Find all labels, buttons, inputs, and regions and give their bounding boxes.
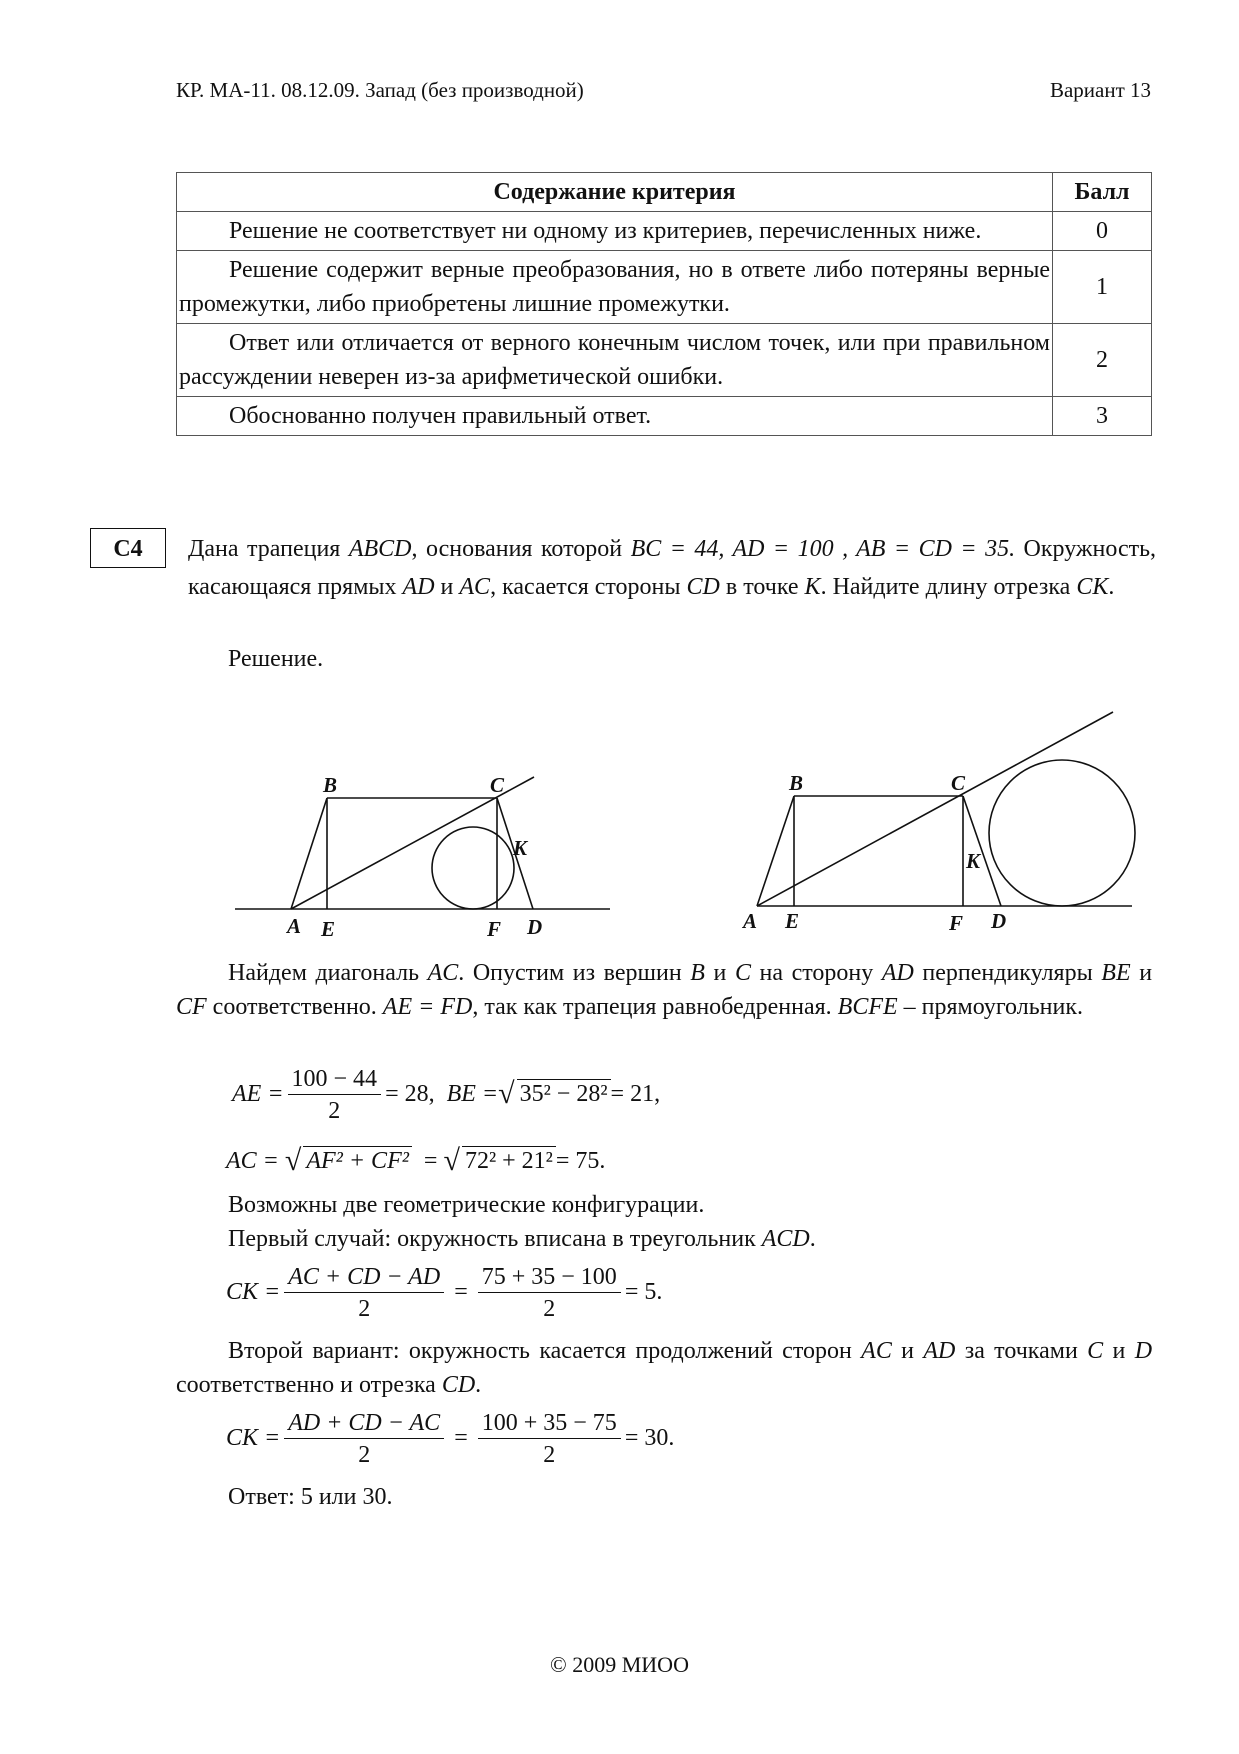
figure-case-2 xyxy=(735,700,1155,950)
label-f: F xyxy=(949,911,964,935)
table-row xyxy=(177,324,1152,397)
criteria-content-header: Содержание критерия xyxy=(177,173,1053,212)
solution-paragraph-1 xyxy=(176,956,1152,1024)
problem-text: в точке xyxy=(719,574,805,600)
incircle xyxy=(432,827,514,909)
math: AC xyxy=(861,1338,892,1364)
label-c: C xyxy=(951,771,966,795)
problem-math: K xyxy=(804,574,821,600)
problem-math: AD xyxy=(402,574,435,600)
text: за точками xyxy=(955,1338,1088,1364)
math: AC = xyxy=(226,1148,279,1174)
text: перпендикуляры xyxy=(913,960,1102,986)
solution-paragraph-3 xyxy=(176,1222,1152,1256)
excircle xyxy=(989,760,1135,906)
math: = 30. xyxy=(624,1425,675,1452)
fraction xyxy=(478,1262,621,1325)
formula-ck-case-2 xyxy=(226,1408,674,1471)
math: = 75. xyxy=(555,1148,606,1174)
problem-text: . Найдите длину отрезка xyxy=(820,574,1077,600)
label-k: K xyxy=(513,836,528,860)
problem-statement xyxy=(188,530,1156,606)
table-row xyxy=(177,212,1152,251)
numerator: 100 + 35 − 75 xyxy=(478,1408,621,1439)
answer: Ответ: 5 или 30. xyxy=(228,1484,393,1510)
task-id-box: C4 xyxy=(90,528,166,568)
numerator: AC + CD − AD xyxy=(284,1262,444,1293)
solution-paragraph-4 xyxy=(176,1334,1152,1402)
math: CK = xyxy=(226,1425,281,1452)
denominator: 2 xyxy=(543,1296,556,1322)
text: соответственно. xyxy=(206,994,383,1020)
text: на сторону xyxy=(750,960,882,986)
text: . xyxy=(475,1372,482,1398)
label-b: B xyxy=(323,773,338,797)
numerator: AD + CD − AC xyxy=(284,1408,444,1439)
label-e: E xyxy=(321,917,336,941)
math: BCFE xyxy=(837,994,898,1020)
header-left: КР. МА-11. 08.12.09. Запад (без производной) xyxy=(176,78,584,102)
criterion-score: 3 xyxy=(1053,397,1152,436)
label-f: F xyxy=(487,917,502,941)
math: = 28, xyxy=(385,1081,435,1108)
math: AE = xyxy=(232,1081,284,1108)
text: Найдем диагональ xyxy=(228,960,428,986)
denominator: 2 xyxy=(328,1098,341,1124)
math: AD xyxy=(881,960,914,986)
figure-case-1 xyxy=(225,700,625,950)
math: ACD xyxy=(761,1226,810,1252)
text: соответственно и отрезка xyxy=(176,1372,442,1398)
text: и xyxy=(704,960,735,986)
math: = xyxy=(454,1279,468,1306)
header-right: Вариант 13 xyxy=(1049,78,1151,102)
criteria-header-row xyxy=(177,173,1152,212)
line-ac xyxy=(757,712,1113,906)
math: AC xyxy=(427,960,459,986)
radicand: 35² − 28² xyxy=(517,1079,611,1108)
problem-text: . xyxy=(1108,574,1115,600)
math: AD xyxy=(923,1338,956,1364)
radicand: 72² + 21² xyxy=(462,1146,556,1175)
solution-label: Решение. xyxy=(228,646,324,672)
sqrt-sign: √ xyxy=(284,1144,302,1177)
fraction xyxy=(284,1262,444,1325)
problem-math: CK xyxy=(1076,574,1109,600)
text: Первый случай: окружность вписана в треугольник xyxy=(228,1226,762,1252)
denominator: 2 xyxy=(543,1442,556,1468)
fraction xyxy=(478,1408,621,1471)
formula-ac xyxy=(226,1144,605,1178)
criterion-text: Ответ или отличается от верного конечным числом точек, или при правильном рассуждении неверен из-за арифметической ошибки. xyxy=(177,324,1053,397)
criterion-score: 1 xyxy=(1053,251,1152,324)
numerator: 100 − 44 xyxy=(288,1064,382,1095)
text: и xyxy=(1103,1338,1135,1364)
text: . xyxy=(809,1226,816,1252)
radicand: AF² + CF² xyxy=(303,1146,412,1175)
label-d: D xyxy=(527,915,543,939)
math: AE = FD xyxy=(382,994,473,1020)
problem-text: , касается стороны xyxy=(490,574,687,600)
problem-math: ABCD xyxy=(348,536,412,562)
math: C xyxy=(1087,1338,1104,1364)
text: и xyxy=(1130,960,1153,986)
table-row xyxy=(177,251,1152,324)
label-d: D xyxy=(991,909,1007,933)
denominator: 2 xyxy=(358,1296,371,1322)
label-a: A xyxy=(743,909,758,933)
problem-text: и xyxy=(434,574,460,600)
denominator: 2 xyxy=(358,1442,371,1468)
footer-copyright: © 2009 МИОО xyxy=(550,1652,689,1677)
math: CK = xyxy=(226,1279,281,1306)
problem-math: CD xyxy=(686,574,720,600)
text: . Опустим из вершин xyxy=(458,960,691,986)
text: , так как трапеция равнобедренная. xyxy=(472,994,838,1020)
math: D xyxy=(1134,1338,1153,1364)
problem-math: AC xyxy=(459,574,491,600)
formula-ck-case-1 xyxy=(226,1262,662,1325)
criterion-score: 2 xyxy=(1053,324,1152,397)
text: и xyxy=(891,1338,924,1364)
numerator: 75 + 35 − 100 xyxy=(478,1262,621,1293)
math: CD xyxy=(441,1372,476,1398)
sqrt-sign: √ xyxy=(443,1144,460,1177)
criterion-text: Решение содержит верные преобразования, но в ответе либо потеряны верные промежутки, либо приобретены лишние промежутки. xyxy=(177,251,1053,324)
math: BE = xyxy=(446,1081,499,1108)
criteria-score-header: Балл xyxy=(1053,173,1152,212)
math: B xyxy=(690,960,705,986)
problem-text: Окружность, касающаяся прямых xyxy=(188,536,1157,600)
criterion-text: Решение не соответствует ни одному из критериев, перечисленных ниже. xyxy=(177,212,1053,251)
math: C xyxy=(734,960,751,986)
label-k: K xyxy=(966,849,981,873)
math: = 21, xyxy=(610,1081,661,1108)
math: CF xyxy=(176,994,207,1020)
text: – прямоугольник. xyxy=(897,994,1084,1020)
label-a: A xyxy=(287,914,302,938)
text: Второй вариант: окружность касается продолжений сторон xyxy=(228,1338,862,1364)
math: BE xyxy=(1101,960,1131,986)
math: = xyxy=(423,1148,438,1174)
fraction xyxy=(284,1408,444,1471)
math: = xyxy=(454,1425,468,1452)
criterion-text: Обоснованно получен правильный ответ. xyxy=(177,397,1053,436)
problem-text: Дана трапеция xyxy=(188,536,349,562)
sqrt-sign: √ xyxy=(498,1077,515,1111)
criteria-table xyxy=(176,172,1152,436)
math: = 5. xyxy=(624,1279,663,1306)
table-row xyxy=(177,397,1152,436)
problem-text: , основания которой xyxy=(411,536,631,562)
solution-paragraph-2: Возможны две геометрические конфигурации. xyxy=(228,1192,705,1218)
criterion-score: 0 xyxy=(1053,212,1152,251)
fraction xyxy=(288,1064,382,1127)
problem-math: BC = 44, AD = 100 , AB = CD = 35. xyxy=(630,536,1016,562)
label-e: E xyxy=(785,909,800,933)
formula-ae-be xyxy=(232,1064,660,1127)
label-b: B xyxy=(789,771,804,795)
label-c: C xyxy=(490,773,505,797)
